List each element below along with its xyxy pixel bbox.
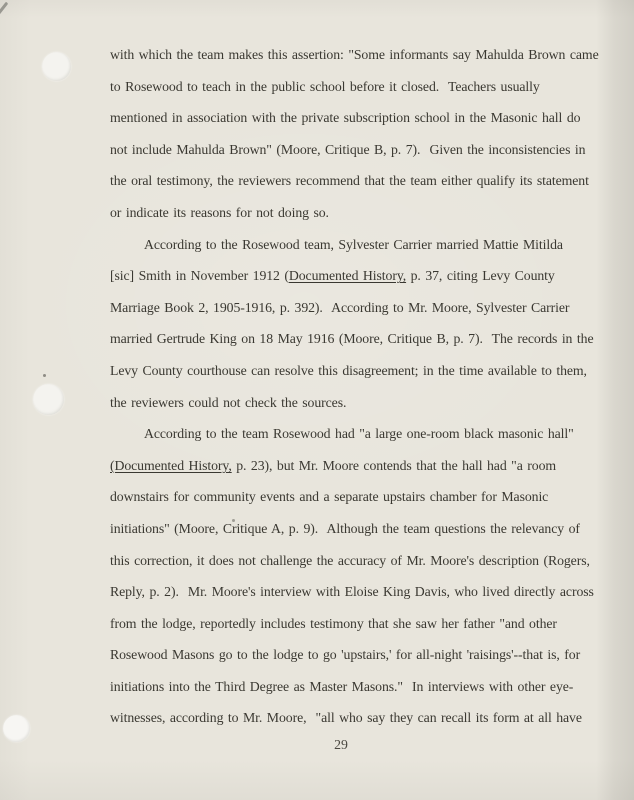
text-segment: p. 23), but Mr. Moore contends that the hall had "a room <box>231 457 557 473</box>
text-line <box>110 671 596 703</box>
text-line <box>110 71 596 103</box>
text-line <box>110 481 596 513</box>
text-line <box>110 197 596 229</box>
text-segment: initiations into the Third Degree as Master Masons." In interviews with other eye- <box>110 678 574 694</box>
text-segment: p. 37, citing Levy County <box>406 268 555 284</box>
text-segment: from the lodge, reportedly includes testimony that she saw her father "and other <box>110 615 557 631</box>
text-segment: or indicate its reasons for not doing so. <box>110 204 329 220</box>
text-segment: initiations" (Moore, Critique A, p. 9). Although the team questions the relevancy of <box>110 520 580 536</box>
text-segment: Marriage Book 2, 1905-1916, p. 392). According to Mr. Moore, Sylvester Carrier <box>110 299 570 315</box>
text-line <box>110 545 596 577</box>
text-line <box>110 702 596 734</box>
text-line <box>110 513 596 545</box>
text-segment: Levy County courthouse can resolve this disagreement; in the time available to them, <box>110 362 587 378</box>
text-segment: Rosewood Masons go to the lodge to go 'upstairs,' for all-night 'raisings'--that is, for <box>110 647 581 663</box>
text-line <box>110 639 596 671</box>
text-segment: According to the team Rosewood had "a large one-room black masonic hall" <box>144 426 574 442</box>
text-line <box>110 418 596 450</box>
text-segment: the reviewers could not check the sources. <box>110 394 347 410</box>
text-segment: not include Mahulda Brown" (Moore, Critique B, p. 7). Given the inconsistencies in <box>110 141 586 157</box>
text-line <box>110 387 596 419</box>
text-line <box>110 292 596 324</box>
text-line <box>110 608 596 640</box>
punch-hole-bottom <box>3 715 30 742</box>
text-segment: married Gertrude King on 18 May 1916 (Moore, Critique B, p. 7). The records in the <box>110 331 594 347</box>
punch-hole-top <box>42 52 71 81</box>
text-line <box>110 323 596 355</box>
scan-speck <box>43 374 46 377</box>
text-line <box>110 260 596 292</box>
text-segment: [sic] Smith in November 1912 ( <box>110 268 289 284</box>
text-segment: According to the Rosewood team, Sylvester Carrier married Mattie Mitilda <box>144 236 563 252</box>
text-segment: mentioned in association with the private subscription school in the Masonic hall do <box>110 110 581 126</box>
document-body-text <box>110 39 599 734</box>
text-line <box>110 576 596 608</box>
text-segment: downstairs for community events and a separate upstairs chamber for Masonic <box>110 489 549 505</box>
text-line <box>110 450 596 482</box>
text-segment: this correction, it does not challenge the accuracy of Mr. Moore's description (Rogers, <box>110 552 590 568</box>
text-line <box>110 39 599 71</box>
text-segment: Reply, p. 2). Mr. Moore's interview with Eloise King Davis, who lived directly across <box>110 584 594 600</box>
underlined-citation: Documented History, <box>288 268 407 284</box>
page-number: 29 <box>334 737 348 752</box>
text-segment: the oral testimony, the reviewers recommend that the team either qualify its statement <box>110 173 589 189</box>
text-line <box>110 134 596 166</box>
text-segment: witnesses, according to Mr. Moore, "all who say they can recall its form at all have <box>110 710 582 726</box>
text-line <box>110 165 596 197</box>
text-line <box>110 102 596 134</box>
text-line <box>110 229 596 261</box>
text-segment: to Rosewood to teach in the public school before it closed. Teachers usually <box>110 78 540 94</box>
text-line <box>110 355 596 387</box>
text-segment: with which the team makes this assertion: "Some informants say Mahulda Brown came <box>110 47 599 62</box>
punch-hole-middle <box>33 384 64 415</box>
underlined-citation: (Documented History, <box>110 457 232 473</box>
